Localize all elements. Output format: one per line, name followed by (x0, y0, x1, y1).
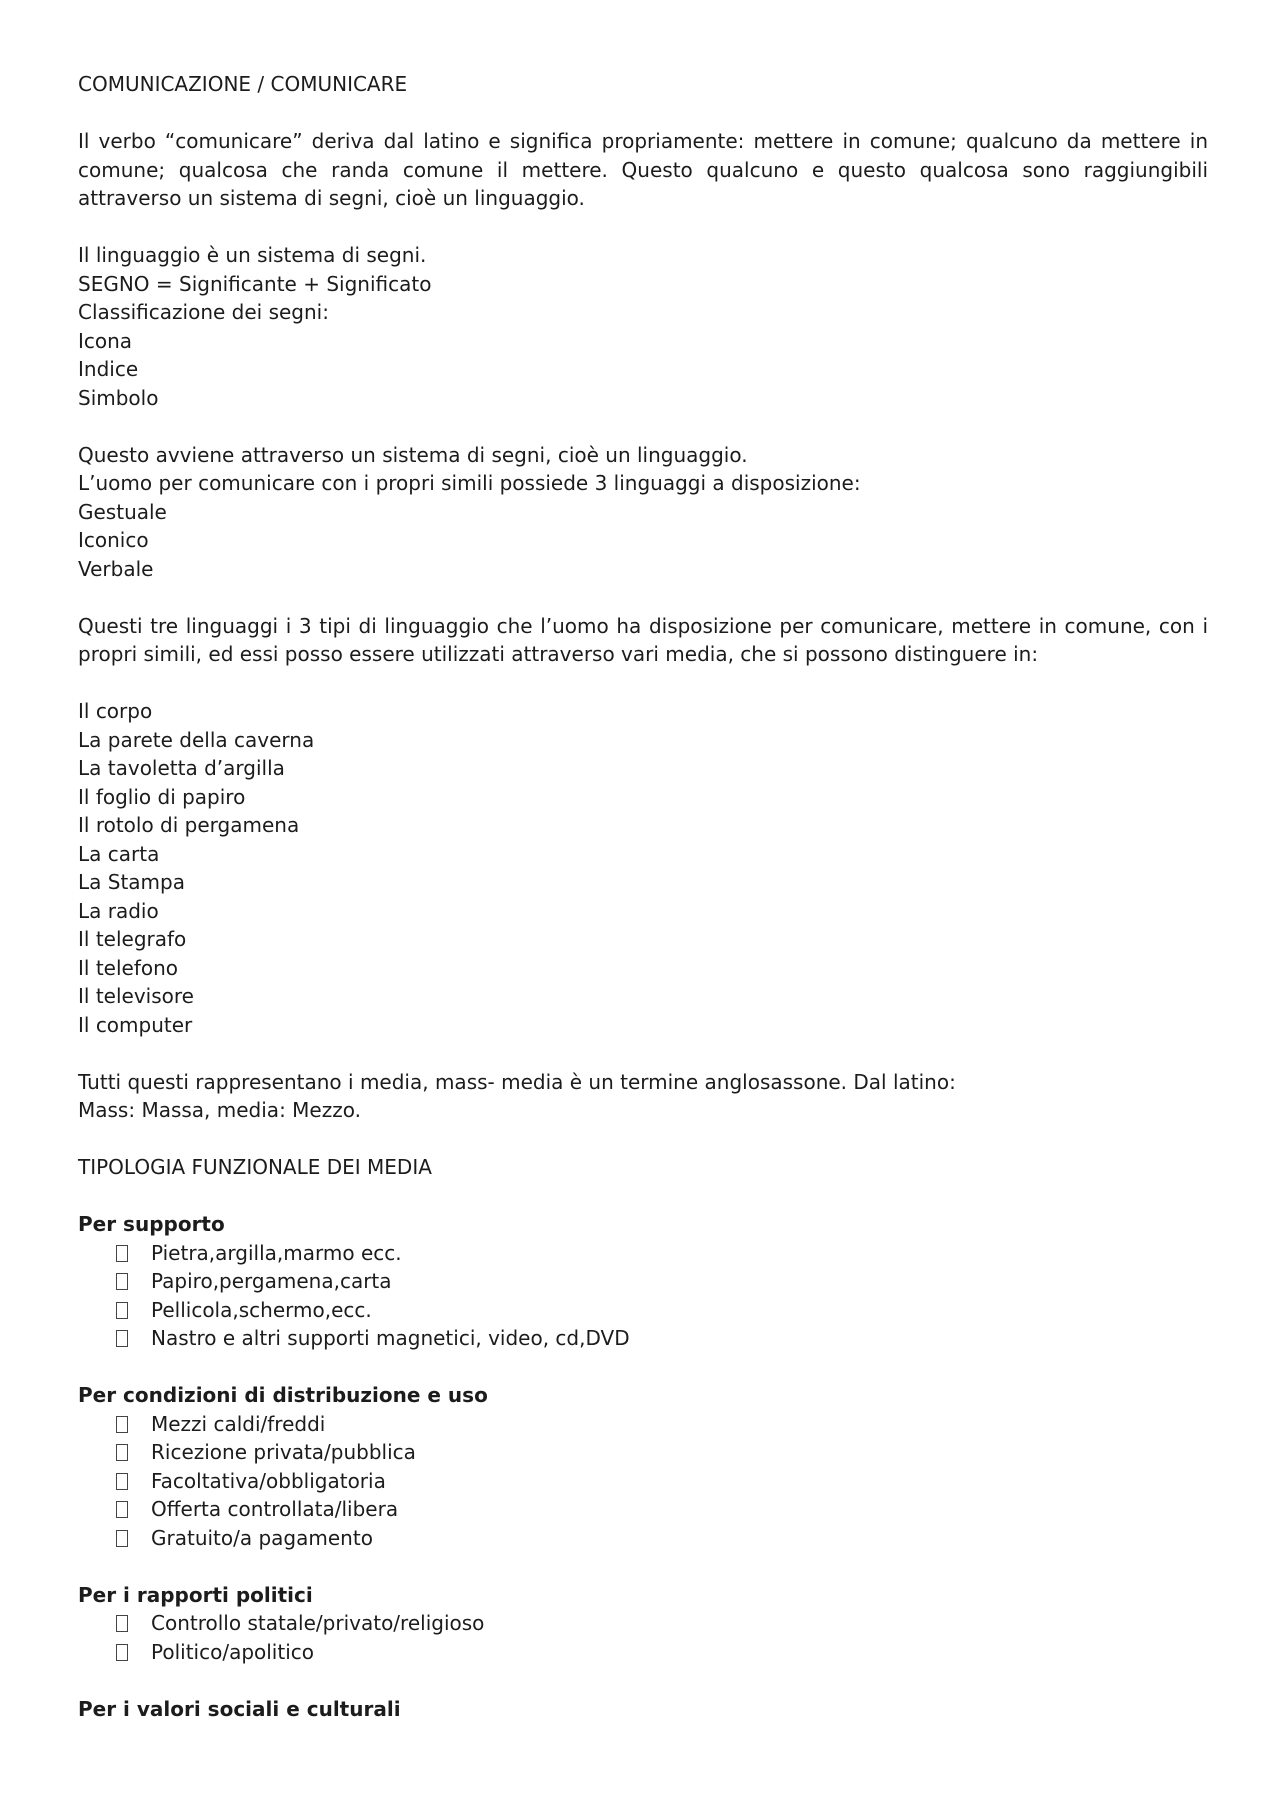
bullet-box-icon (116, 1416, 128, 1433)
media-list-item: Il rotolo di pergamena (78, 813, 300, 837)
bullet-item (78, 1638, 1208, 1667)
bullet-box-icon (116, 1644, 128, 1661)
bullet-item-text: Controllo statale/privato/religioso (151, 1611, 485, 1635)
section-heading: Per i rapporti politici (78, 1582, 313, 1607)
bullet-box-icon (116, 1245, 128, 1262)
sign-line-1: Il linguaggio è un sistema di segni. (78, 243, 427, 267)
bullet-item (78, 1467, 1208, 1496)
intro-paragraph: Il verbo “comunicare” deriva dal latino e significa propriamente: mettere in comune; qualcuno da mettere in comune; qualcosa che randa comune il mettere. Questo qualcuno e questo qualcosa sono raggiungibili attraverso un sistema di segni, cioè un linguaggio. (78, 129, 1208, 210)
bullet-item-text: Mezzi caldi/freddi (151, 1411, 326, 1436)
language-type: Verbale (78, 556, 154, 581)
bullet-box-icon (116, 1444, 128, 1461)
bullet-item (78, 1296, 1208, 1325)
media-list-item: La carta (78, 841, 160, 866)
media-list-item: Il corpo (78, 699, 153, 723)
bullet-item (78, 1495, 1208, 1524)
typology-title: TIPOLOGIA FUNZIONALE DEI MEDIA (78, 1155, 432, 1179)
section-heading: Per condizioni di distribuzione e uso (78, 1383, 488, 1407)
bullet-item (78, 1410, 1208, 1439)
media-list-item: Il televisore (78, 984, 194, 1008)
bullet-item (78, 1438, 1208, 1467)
sign-type: Simbolo (78, 385, 159, 410)
bullet-item (78, 1324, 1208, 1353)
bullet-item-text: Offerta controllata/libera (151, 1497, 399, 1521)
bullet-item-text: Pellicola,schermo,ecc. (151, 1297, 372, 1322)
bullet-item-text: Facoltativa/obbligatoria (151, 1468, 386, 1493)
bullet-box-icon (116, 1473, 128, 1490)
bullet-item-text: Ricezione privata/pubblica (151, 1440, 416, 1464)
media-list-item: Il telegrafo (78, 927, 187, 951)
media-list-item: La tavoletta d’argilla (78, 756, 285, 780)
section-heading: Per supporto (78, 1212, 225, 1236)
mass-media-line-1: Tutti questi rappresentano i media, mass- media è un termine anglosassone. Dal latino: (78, 1069, 956, 1094)
bullet-box-icon (116, 1273, 128, 1290)
sign-type: Icona (78, 328, 133, 353)
mass-media-line-2: Mass: Massa, media: Mezzo. (78, 1098, 361, 1122)
bullet-item-text: Gratuito/a pagamento (151, 1525, 373, 1550)
media-list-item: Il telefono (78, 955, 179, 980)
media-list-item: La parete della caverna (78, 727, 315, 752)
media-paragraph: Questi tre linguaggi i 3 tipi di linguaggio che l’uomo ha disposizione per comunicare, mettere in comune, con i propri simili, ed essi posso essere utilizzati attraverso vari media, che si possono distinguere in: (78, 613, 1208, 666)
media-list-item: La radio (78, 898, 159, 923)
bullet-item-text: Politico/apolitico (151, 1639, 314, 1664)
language-type: Gestuale (78, 499, 167, 524)
bullet-item (78, 1239, 1208, 1268)
media-list (78, 697, 1208, 1039)
bullet-box-icon (116, 1615, 128, 1632)
document-page (78, 70, 1208, 1723)
sign-line-2: SEGNO = Significante + Significato (78, 271, 432, 296)
bullet-item (78, 1267, 1208, 1296)
bullet-item-text: Papiro,pergamena,carta (151, 1269, 392, 1293)
language-line-2: L’uomo per comunicare con i propri simili possiede 3 linguaggi a disposizione: (78, 471, 861, 495)
bullet-box-icon (116, 1302, 128, 1319)
sign-line-3: Classificazione dei segni: (78, 300, 329, 324)
bullet-item-text: Nastro e altri supporti magnetici, video, cd,DVD (151, 1326, 630, 1350)
bullet-box-icon (116, 1501, 128, 1518)
bullet-item (78, 1609, 1208, 1638)
media-list-item: La Stampa (78, 870, 185, 894)
bullet-box-icon (116, 1530, 128, 1547)
language-line-1: Questo avviene attraverso un sistema di segni, cioè un linguaggio. (78, 442, 748, 467)
document-title: COMUNICAZIONE / COMUNICARE (78, 72, 408, 96)
bullet-item-text: Pietra,argilla,marmo ecc. (151, 1240, 402, 1265)
bullet-item (78, 1524, 1208, 1553)
media-list-item: Il foglio di papiro (78, 784, 246, 809)
bullet-box-icon (116, 1330, 128, 1347)
section-heading: Per i valori sociali e culturali (78, 1696, 401, 1721)
media-list-item: Il computer (78, 1012, 193, 1037)
language-type: Iconico (78, 528, 149, 552)
sign-type: Indice (78, 357, 139, 381)
